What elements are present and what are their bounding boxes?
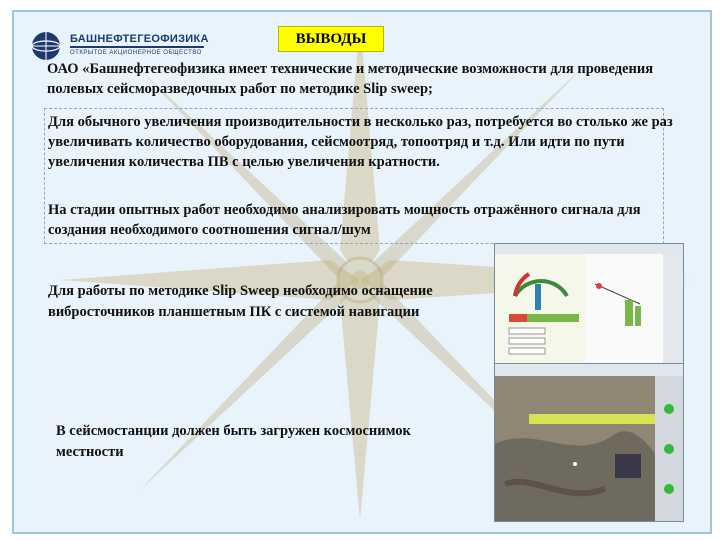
company-name: БАШНЕФТЕГЕОФИЗИКА <box>70 33 209 45</box>
satellite-map-screenshot <box>494 363 684 522</box>
navigation-ui-image <box>495 244 683 366</box>
conclusion-paragraph-4: Для работы по методике Slip Sweep необходимо оснащение вибросточников планшетным ПК с системой навигации <box>48 283 433 320</box>
company-subtitle: ОТКРЫТОЕ АКЦИОНЕРНОЕ ОБЩЕСТВО <box>70 50 202 56</box>
globe-icon <box>28 30 68 62</box>
logo-underline <box>70 46 204 49</box>
conclusion-paragraph-3: На стадии опытных работ необходимо анализировать мощность отражённого сигнала для создания необходимого соотношения сигнал/шум <box>48 202 641 238</box>
conclusion-paragraph-1: ОАО «Башнефтегеофизика имеет технические и методические возможности для проведения полевых сейсморазведочных работ по методике Slip sweep; <box>47 61 654 97</box>
conclusion-paragraph-2: Для обычного увеличения производительности в несколько раз, потребуется во столько же раз увеличивать количество оборудования, сейсмоотряд, топоотряд и т.д. Или идти по пути увеличения количества ПВ с целью увеличения кратности. <box>48 114 673 170</box>
satellite-map-image <box>495 364 683 521</box>
conclusion-paragraph-5: В сейсмостанции должен быть загружен космоснимок местности <box>56 423 411 460</box>
slide-title: ВЫВОДЫ <box>278 26 384 52</box>
navigation-tablet-screenshot <box>494 243 684 367</box>
